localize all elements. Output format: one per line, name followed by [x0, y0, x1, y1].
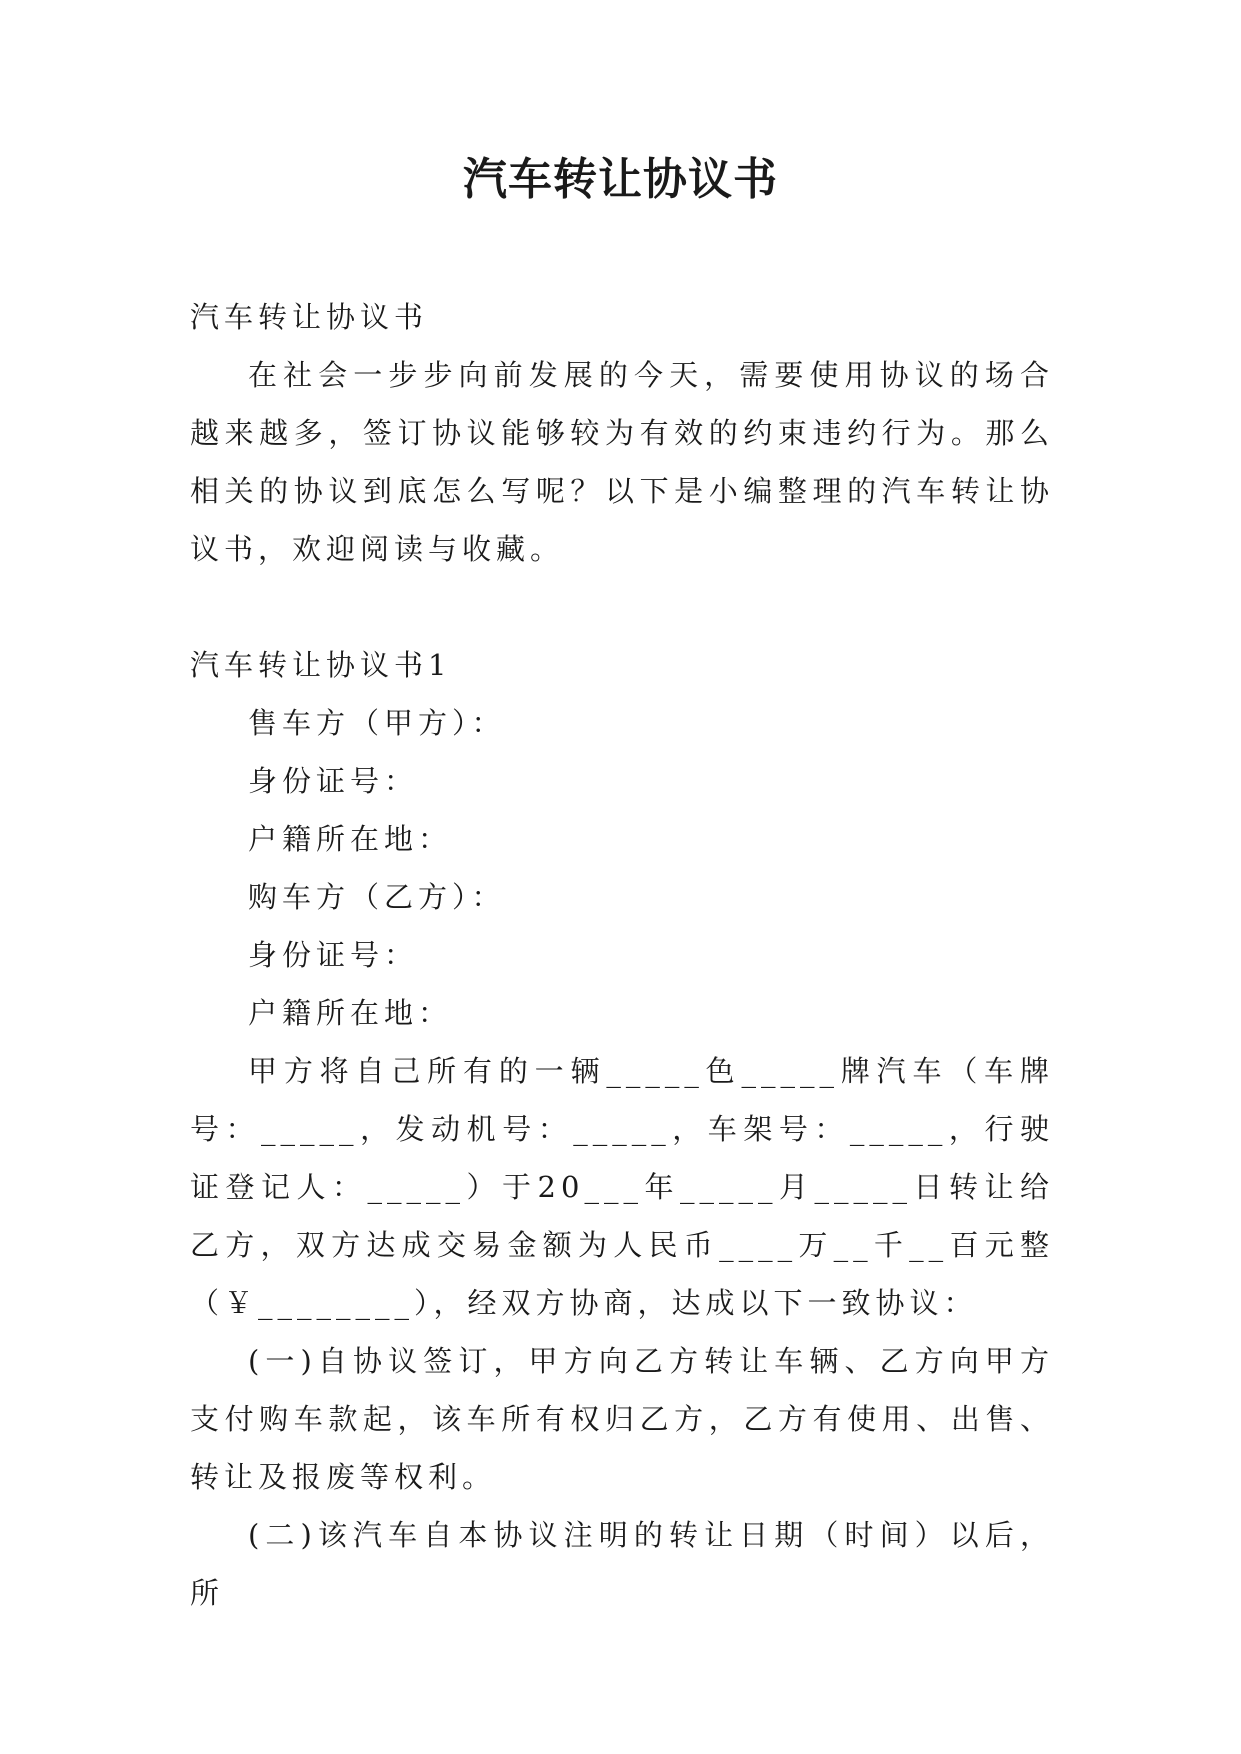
section-heading: 汽车转让协议书1	[190, 648, 452, 682]
document-title: 汽车转让协议书	[463, 154, 778, 205]
buyer-id-label: 身份证号：	[248, 938, 419, 972]
seller-label: 售车方（甲方）：	[248, 706, 506, 740]
document-body	[190, 288, 1054, 1622]
paragraph-gap	[190, 578, 1054, 636]
clause-1: (一)自协议签订，甲方向乙方转让车辆、乙方向甲方支付购车款起，该车所有权归乙方，乙方有使用、出售、转让及报废等权利。	[190, 1344, 1054, 1494]
buyer-address-label: 户籍所在地：	[248, 996, 453, 1030]
seller-id-label: 身份证号：	[248, 764, 419, 798]
intro-paragraph: 在社会一步步向前发展的今天，需要使用协议的场合越来越多，签订协议能够较为有效的约束违约行为。那么相关的协议到底怎么写呢？以下是小编整理的汽车转让协议书，欢迎阅读与收藏。	[190, 358, 1054, 566]
buyer-label: 购车方（乙方）：	[248, 880, 506, 914]
subheading: 汽车转让协议书	[190, 300, 429, 334]
seller-address-label: 户籍所在地：	[248, 822, 453, 856]
clause-2: (二)该汽车自本协议注明的转让日期（时间）以后，所	[190, 1518, 1054, 1610]
transfer-clause: 甲方将自己所有的一辆_____色_____牌汽车（车牌号：_____，发动机号：_____，车架号：_____，行驶证登记人：_____）于20___年_____月_____日转让给乙方，双方达成交易金额为人民币____万__千__百元整（￥________），经双方协商，达成以下一致协议：	[190, 1054, 1054, 1320]
